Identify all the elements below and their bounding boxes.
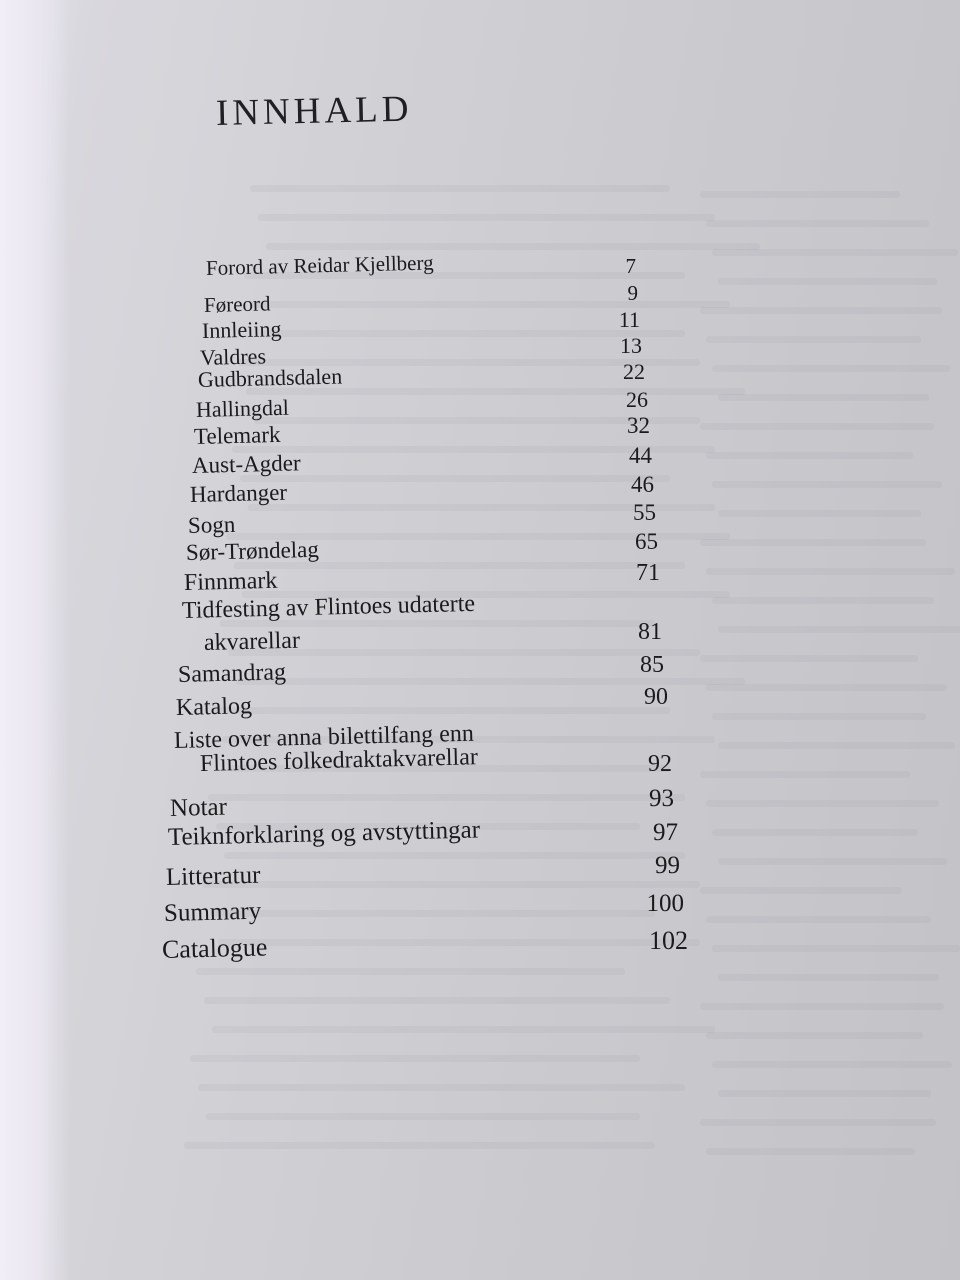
toc-entry-title: Catalogue	[161, 932, 268, 964]
toc-entry-page: 22	[623, 359, 645, 384]
toc-entry-page: 93	[649, 785, 674, 812]
toc-entry-page: 81	[638, 619, 662, 645]
toc-entry-title: Tidfesting av Flintoes udaterte	[181, 590, 476, 624]
toc-entry-page: 97	[653, 819, 678, 846]
toc-entry-page: 85	[640, 652, 664, 678]
toc-entry-title: Valdres	[199, 343, 267, 370]
toc-entry-page: 44	[629, 443, 652, 468]
toc-entry-title-continuation: Flintoes folkedraktakvarellar	[199, 744, 479, 777]
toc-entry-title: Liste over anna bilettilfang enn	[173, 720, 475, 754]
toc-entry-title: Finnmark	[183, 567, 278, 596]
toc-entry-page: 13	[620, 333, 642, 358]
toc-entry-page: 11	[618, 307, 640, 332]
toc-entry-title: Forord av Reidar Kjellberg	[205, 250, 434, 280]
toc-entry-page: 55	[633, 500, 656, 525]
toc-entry-title: Summary	[163, 897, 262, 927]
toc-entry-title: Litteratur	[165, 861, 261, 891]
toc-entry-title: Gudbrandsdalen	[197, 363, 343, 392]
toc-entry-title: Aust-Agder	[191, 450, 301, 478]
toc-entry-title: Innleiing	[201, 316, 282, 343]
toc-entry-title-continuation: akvarellar	[203, 627, 301, 656]
toc-entry-title: Notar	[169, 793, 228, 822]
toc-entry-title: Samandrag	[177, 659, 287, 688]
toc-entry-page: 65	[635, 529, 658, 554]
toc-entry-page: 102	[649, 926, 688, 955]
toc-entry-page: 7	[625, 254, 636, 278]
toc-entry-page: 32	[627, 413, 650, 438]
toc-entry-title: Sør-Trøndelag	[185, 536, 320, 565]
toc-entry-page: 9	[627, 281, 638, 305]
toc-entry-page: 100	[646, 890, 684, 917]
toc-entry-title: Sogn	[187, 511, 236, 538]
toc-entry-page: 90	[644, 684, 668, 710]
page-title: INNHALD	[215, 88, 413, 134]
toc-entry-title: Føreord	[203, 291, 271, 317]
toc-entry-page: 26	[626, 387, 648, 412]
toc-entry-page: 71	[636, 560, 660, 586]
toc-entry-title: Hardanger	[189, 479, 288, 507]
toc-entry-page: 92	[648, 751, 672, 777]
toc-entry-page: 99	[655, 852, 680, 879]
toc-entry-title: Telemark	[193, 421, 281, 449]
toc-entry-title: Hallingdal	[195, 394, 290, 422]
toc-entry-page: 46	[631, 472, 654, 497]
toc-entry-title: Teiknforklaring og avstyttingar	[167, 816, 481, 851]
toc-entry-title: Katalog	[175, 693, 253, 721]
